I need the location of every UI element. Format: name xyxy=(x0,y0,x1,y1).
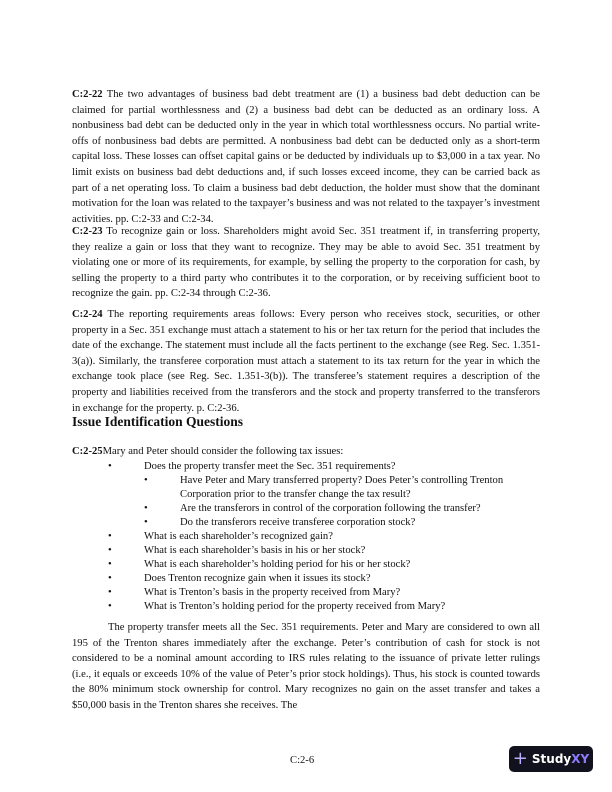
answer-text: To recognize gain or loss. Shareholders might avoid Sec. 351 treatment if, in transferring property, they realize a gain or loss that they want to recognize. They may be able to avoid Sec. 351 treatment by violating one or more of its requirements, for example, by selling the property to the corporation for cash, by selling the property to a third party who contributes it to the corporation, or by receiving sufficient boot to recognize the gain. pp. C:2-34 through C:2-36. xyxy=(72,226,540,300)
question-c2-25-intro xyxy=(72,445,343,459)
bullet-icon: • xyxy=(108,531,112,542)
answer-label: C:2-22 xyxy=(72,89,103,100)
issue-item: Do the transferors receive transferee corporation stock? xyxy=(180,517,416,528)
issue-item: What is Trenton’s holding period for the property received from Mary? xyxy=(144,601,446,612)
issue-item: Corporation prior to the transfer change the tax result? xyxy=(180,489,411,500)
bullet-icon: • xyxy=(144,475,148,486)
issue-item: Does Trenton recognize gain when it issues its stock? xyxy=(144,573,371,584)
bullet-icon: • xyxy=(108,587,112,598)
answer-c2-23 xyxy=(72,224,540,302)
answer-label: C:2-24 xyxy=(72,309,103,320)
studyxy-badge[interactable] xyxy=(509,746,593,772)
answer-c2-22 xyxy=(72,87,540,227)
answer-text: The property transfer meets all the Sec. 351 requirements. Peter and Mary are considered to own all 195 of the Trenton shares immediately after the exchange. Peter’s contribution of cash for stock is not considered to be a nominal amount according to IRS rules relating to the issuance of private letter rulings (i.e., it equals or exceeds 10% of the value of Peter’s prior stock holdings). Thus, his stock is counted towards the 80% minimum stock ownership for control. Mary recognizes no gain on the asset transfer and takes a $50,000 basis in the Trenton shares she receives. The xyxy=(72,622,540,711)
bullet-icon: • xyxy=(108,573,112,584)
answer-text: The reporting requirements areas follows: Every person who receives stock, securities, or other property in a Sec. 351 exchange must attach a statement to his or her tax return for the period that includes the date of the exchange. The statement must include all the facts pertinent to the exchange (see Reg. Sec. 1.351-3(a)). Similarly, the transferee corporation must attach a statement to its tax return for the year in which the exchange took place (see Reg. Sec. 1.351-3(b)). The transferee’s statement requires a description of the property and liabilities received from the transferors and the stock and property transferred to the transferors in exchange for the property. p. C:2-36. xyxy=(72,309,540,414)
section-heading: Issue Identification Questions xyxy=(72,414,244,429)
issue-item: What is Trenton’s basis in the property received from Mary? xyxy=(144,587,401,598)
answer-text: The two advantages of business bad debt treatment are (1) a business bad debt deduction can be claimed for partial worthlessness and (2) a business bad debt can be deducted as an ordinary loss. A nonbusiness bad debt can be deducted only in the year in which total worthlessness occurs. No partial write-offs of nonbusiness bad debts are permitted. A nonbusiness bad debt can be deducted only as a short-term capital loss. These losses can offset capital gains or be deducted by individuals up to $3,000 in a tax year. No limit exists on business bad debt deductions and, if such losses exceed income, they can be carried back as part of a net operating loss. To claim a business bad debt deduction, the holder must show that the dominant motivation for the loan was related to the taxpayer’s business and was not related to the taxpayer’s investment activities. pp. C:2-33 and C:2-34. xyxy=(72,89,540,225)
issue-item: Are the transferors in control of the corporation following the transfer? xyxy=(180,503,481,514)
bullet-icon: • xyxy=(108,461,112,472)
brand-name: StudyXY xyxy=(531,752,590,766)
bullet-icon: • xyxy=(144,517,148,528)
issue-item: Have Peter and Mary transferred property? Does Peter’s controlling Trenton xyxy=(180,475,504,486)
plus-icon: + xyxy=(512,748,528,769)
bullet-icon: • xyxy=(108,601,112,612)
issue-item: What is each shareholder’s recognized gain? xyxy=(144,531,333,542)
issue-item: What is each shareholder’s holding period for his or her stock? xyxy=(144,559,411,570)
issue-item: What is each shareholder’s basis in his or her stock? xyxy=(144,545,366,556)
answer-c2-25-body xyxy=(72,620,540,714)
bullet-icon: • xyxy=(144,503,148,514)
intro-text: Mary and Peter should consider the following tax issues: xyxy=(102,446,344,457)
bullet-icon: • xyxy=(108,559,112,570)
bullet-icon: • xyxy=(108,545,112,556)
page-number: C:2-6 xyxy=(290,755,315,766)
answer-label: C:2-25 xyxy=(72,446,103,457)
answer-label: C:2-23 xyxy=(72,226,103,237)
answer-c2-24 xyxy=(72,307,540,416)
issue-item: Does the property transfer meet the Sec. 351 requirements? xyxy=(144,461,396,472)
